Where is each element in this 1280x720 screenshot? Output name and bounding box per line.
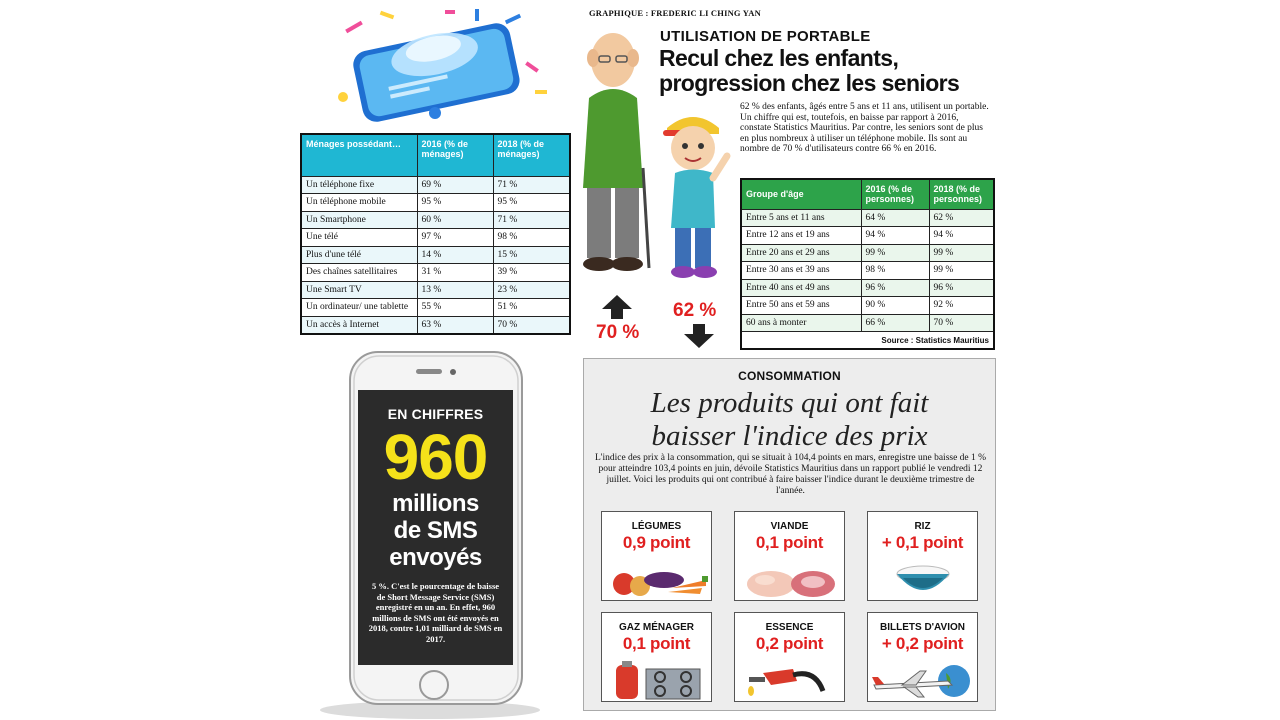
product-card-legumes bbox=[601, 511, 712, 601]
column-header: 2016 (% de personnes) bbox=[861, 179, 929, 209]
arrow-up-icon bbox=[602, 295, 632, 319]
table-cell: 71 % bbox=[493, 211, 570, 229]
title-line: Les produits qui ont fait bbox=[650, 387, 929, 419]
product-card-riz bbox=[867, 511, 978, 601]
graphic-credit: GRAPHIQUE : FREDERIC LI CHING YAN bbox=[589, 8, 761, 18]
table-cell: Un Smartphone bbox=[301, 211, 417, 229]
table-cell: 92 % bbox=[929, 297, 994, 315]
table-cell: 63 % bbox=[417, 316, 493, 334]
product-card-essence bbox=[734, 612, 845, 702]
product-name: VIANDE bbox=[770, 521, 809, 532]
table-cell: 71 % bbox=[493, 176, 570, 194]
sms-subtitle-line: envoyés bbox=[389, 544, 482, 571]
headline-line: Recul chez les enfants, bbox=[659, 45, 899, 71]
table-cell: 95 % bbox=[417, 194, 493, 212]
table-cell: 14 % bbox=[417, 246, 493, 264]
table-row bbox=[741, 314, 994, 332]
sms-stat-screen bbox=[358, 390, 513, 665]
sms-subtitle-line: de SMS bbox=[393, 517, 478, 544]
table-cell: 70 % bbox=[929, 314, 994, 332]
sms-subtitle-line: millions bbox=[392, 490, 479, 517]
tablet-illustration-icon bbox=[325, 5, 560, 127]
source-credit: Source : Statistics Mauritius bbox=[741, 332, 994, 350]
product-name: GAZ MÉNAGER bbox=[619, 622, 694, 633]
table-cell: 70 % bbox=[493, 316, 570, 334]
child-percentage: 62 % bbox=[673, 300, 717, 321]
senior-and-child-illustration-icon bbox=[575, 28, 735, 290]
table-row bbox=[741, 244, 994, 262]
table-cell: 64 % bbox=[861, 209, 929, 227]
column-header: 2018 (% de ménages) bbox=[493, 134, 570, 176]
product-card-gaz-menager bbox=[601, 612, 712, 702]
consommation-panel bbox=[583, 358, 996, 711]
table-row bbox=[301, 229, 570, 247]
phone-kicker: EN CHIFFRES bbox=[387, 406, 484, 422]
table-row bbox=[301, 299, 570, 317]
table-cell: 69 % bbox=[417, 176, 493, 194]
table-cell: 97 % bbox=[417, 229, 493, 247]
product-value: + 0,1 point bbox=[881, 533, 964, 552]
table-cell: 99 % bbox=[929, 244, 994, 262]
table-row bbox=[741, 262, 994, 280]
table-row bbox=[301, 281, 570, 299]
table-cell: Entre 20 ans et 29 ans bbox=[741, 244, 861, 262]
table-cell: 94 % bbox=[861, 227, 929, 245]
table-cell: Un téléphone mobile bbox=[301, 194, 417, 212]
sms-big-number: 960 bbox=[383, 421, 488, 493]
table-cell: 60 ans à monter bbox=[741, 314, 861, 332]
household-equipment-table bbox=[300, 133, 571, 335]
meat-icon bbox=[735, 558, 846, 600]
product-value: 0,9 point bbox=[622, 533, 691, 552]
table-header-row bbox=[301, 134, 570, 176]
intro-paragraph: 62 % des enfants, âgés entre 5 ans et 11 ans, utilisent un portable. Un chiffre qui est, toutefois, en baisse par rapport à 2016, constate Statistics Mauritius. Par contre, les seniors sont de plus en plus nombreux à utiliser un téléphone mobile. Ils sont au nombre de 70 % d'utilisateurs contre 66 % en 2016. bbox=[740, 102, 989, 154]
table-row bbox=[301, 264, 570, 282]
consommation-intro: L'indice des prix à la consommation, qui se situait à 104,4 points en mars, enregistre une baisse de 1 % pour atteindre 103,4 points en juin, dévoile Statistics Mauritius dans un rapport publié le vendredi 12 juillet. Voici les produits qui ont contribué à faire baisser l'indice durant le deuxième trimestre de l'année. bbox=[594, 453, 987, 496]
table-cell: 51 % bbox=[493, 299, 570, 317]
section-kicker: CONSOMMATION bbox=[738, 369, 841, 383]
section-kicker: UTILISATION DE PORTABLE bbox=[660, 28, 871, 45]
table-cell: Une Smart TV bbox=[301, 281, 417, 299]
vegetables-icon bbox=[602, 558, 713, 600]
table-cell: Entre 40 ans et 49 ans bbox=[741, 279, 861, 297]
table-cell: Une télé bbox=[301, 229, 417, 247]
product-card-billets-avion bbox=[867, 612, 978, 702]
product-value: 0,1 point bbox=[755, 533, 824, 552]
table-cell: Entre 12 ans et 19 ans bbox=[741, 227, 861, 245]
table-cell: 96 % bbox=[929, 279, 994, 297]
table-cell: 23 % bbox=[493, 281, 570, 299]
table-row bbox=[301, 316, 570, 334]
senior-percentage: 70 % bbox=[596, 322, 640, 343]
title-line: baisser l'indice des prix bbox=[651, 420, 928, 452]
table-cell: 90 % bbox=[861, 297, 929, 315]
headline-line: progression chez les seniors bbox=[659, 70, 960, 96]
fuel-nozzle-icon bbox=[735, 659, 846, 701]
product-name: BILLETS D'AVION bbox=[880, 622, 965, 633]
table-cell: 15 % bbox=[493, 246, 570, 264]
table-header-row bbox=[741, 179, 994, 209]
table-row bbox=[301, 194, 570, 212]
product-name: RIZ bbox=[914, 521, 931, 532]
table-cell: 60 % bbox=[417, 211, 493, 229]
product-value: + 0,2 point bbox=[881, 634, 964, 653]
arrow-down-icon bbox=[684, 324, 714, 348]
product-name: ESSENCE bbox=[765, 622, 814, 633]
table-cell: 99 % bbox=[929, 262, 994, 280]
table-cell: 98 % bbox=[861, 262, 929, 280]
column-header: Groupe d'âge bbox=[741, 179, 861, 209]
table-cell: 96 % bbox=[861, 279, 929, 297]
table-cell: Un ordinateur/ une tablette bbox=[301, 299, 417, 317]
table-cell: 31 % bbox=[417, 264, 493, 282]
table-cell: Plus d'une télé bbox=[301, 246, 417, 264]
table-cell: 39 % bbox=[493, 264, 570, 282]
table-cell: 98 % bbox=[493, 229, 570, 247]
table-cell: 62 % bbox=[929, 209, 994, 227]
table-cell: Des chaînes satellitaires bbox=[301, 264, 417, 282]
column-header: 2016 (% de ménages) bbox=[417, 134, 493, 176]
consommation-title bbox=[584, 387, 995, 453]
table-cell: 95 % bbox=[493, 194, 570, 212]
sms-note: 5 %. C'est le pourcentage de baisse de Short Message Service (SMS) enregistré en un an. En effet, 960 millions de SMS ont été envoyés en 2018, contre 1,01 milliard de SMS en 2017. bbox=[368, 581, 503, 644]
table-row bbox=[741, 227, 994, 245]
product-name: LÉGUMES bbox=[631, 521, 682, 532]
product-card-viande bbox=[734, 511, 845, 601]
table-cell: 13 % bbox=[417, 281, 493, 299]
table-row bbox=[301, 246, 570, 264]
table-cell: 66 % bbox=[861, 314, 929, 332]
table-row bbox=[741, 209, 994, 227]
table-cell: 99 % bbox=[861, 244, 929, 262]
gas-stove-icon bbox=[602, 659, 713, 701]
table-cell: Entre 50 ans et 59 ans bbox=[741, 297, 861, 315]
table-row bbox=[741, 279, 994, 297]
column-header: Ménages possédant… bbox=[301, 134, 417, 176]
airplane-icon bbox=[868, 659, 979, 701]
table-cell: 94 % bbox=[929, 227, 994, 245]
product-value: 0,2 point bbox=[755, 634, 824, 653]
rice-bowl-icon bbox=[868, 558, 979, 600]
table-cell: 55 % bbox=[417, 299, 493, 317]
column-header: 2018 (% de personnes) bbox=[929, 179, 994, 209]
table-row bbox=[741, 297, 994, 315]
table-cell: Entre 30 ans et 39 ans bbox=[741, 262, 861, 280]
table-cell: Un accès à Internet bbox=[301, 316, 417, 334]
table-source-row bbox=[741, 332, 994, 350]
age-group-table bbox=[740, 178, 995, 350]
table-row bbox=[301, 176, 570, 194]
product-value: 0,1 point bbox=[622, 634, 691, 653]
table-row bbox=[301, 211, 570, 229]
table-cell: Un téléphone fixe bbox=[301, 176, 417, 194]
table-cell: Entre 5 ans et 11 ans bbox=[741, 209, 861, 227]
